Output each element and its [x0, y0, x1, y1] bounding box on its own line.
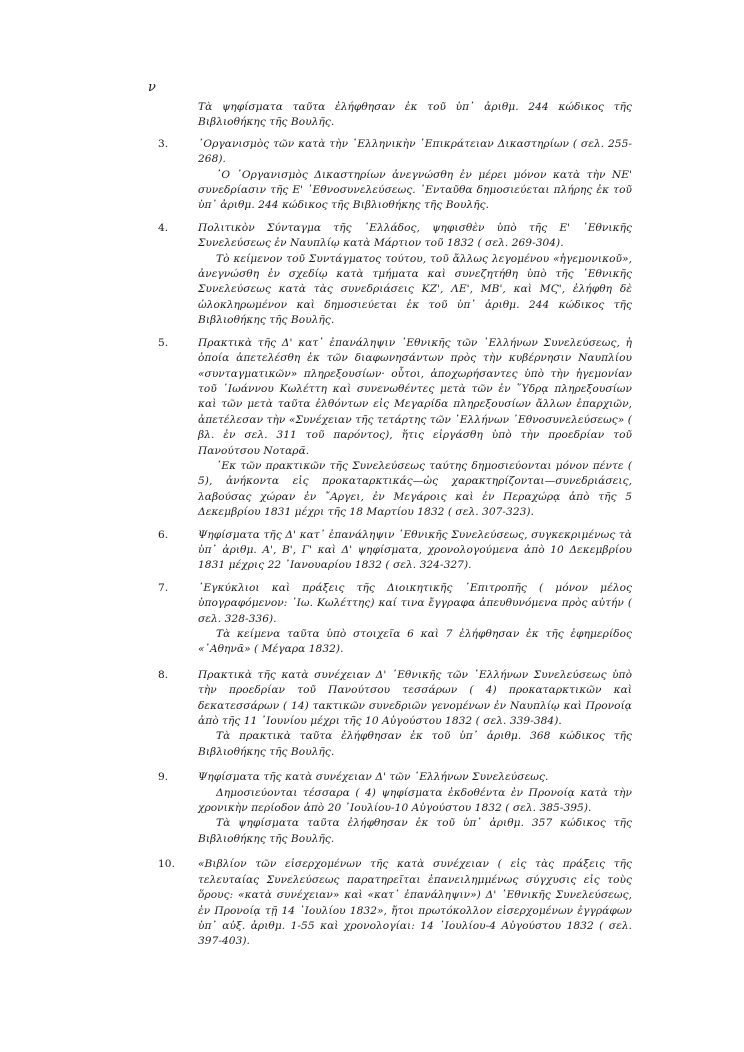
- list-item: [158, 857, 632, 949]
- document-body: [158, 100, 632, 957]
- list-item: [158, 221, 632, 329]
- entry-number: 7.: [158, 581, 169, 594]
- list-item: [158, 336, 632, 521]
- entry-list: [158, 137, 632, 950]
- entry-number: 6.: [158, 528, 169, 541]
- entry-paragraph: Τὰ πρακτικὰ ταῦτα ἐλήφθησαν ἐκ τοῦ ὑπ᾿ ἀριθμ. 368 κώδικος τῆς Βιβλιοθήκης τῆς Βουλῆς.: [198, 730, 632, 758]
- entry-paragraph: Δημοσιεύονται τέσσαρα ( 4) ψηφίσματα ἐκδοθέντα ἐν Προνοίᾳ κατὰ τὴν χρονικὴν περίοδον ἀπὸ 20 ᾿Ιουλίου-10 Αὐγούστου 1832 ( σελ. 385-395).: [198, 786, 632, 815]
- entry-number: 4.: [158, 221, 169, 234]
- entry-paragraph: Πολιτικὸν Σύνταγμα τῆς ῾Ελλάδος, ψηφισθὲν ὑπὸ τῆς Ε' ᾿Εθνικῆς Συνελεύσεως ἐν Ναυπλίῳ κατὰ Μάρτιον τοῦ 1832 ( σελ. 269-304).: [198, 221, 632, 250]
- list-item: [158, 770, 632, 847]
- entry-paragraph: ᾿Εγκύκλιοι καὶ πράξεις τῆς Διοικητικῆς ᾿Επιτροπῆς ( μόνον μέλος ὑπογραφόμενον: ᾿Ιω. Κωλέττης) καί τινα ἔγγραφα ἀπευθυνόμενα πρὸς αὐτήν ( σελ. 328-336).: [198, 581, 632, 625]
- list-item: [158, 528, 632, 574]
- entry-number: 9.: [158, 771, 169, 784]
- entry-paragraph: Πρακτικὰ τῆς κατὰ συνέχειαν Δ' ᾿Εθνικῆς τῶν ῾Ελλήνων Συνελεύσεως ὑπὸ τὴν προεδρίαν τοῦ Πανούτσου τεσσάρων ( 4) προκαταρκτικῶν καὶ δεκατεσσάρων ( 14) τακτικῶν συνεδριῶν γενομένων ἐν Ναυπλίῳ καὶ Προνοίᾳ ἀπὸ τῆς 11 ᾿Ιουνίου μέχρι τῆς 10 Αὐγούστου 1832 ( σελ. 339-384).: [198, 668, 632, 728]
- entry-paragraph: Τὰ ψηφίσματα ταῦτα ἐλήφθησαν ἐκ τοῦ ὑπ᾿ ἀριθμ. 357 κώδικος τῆς Βιβλιοθήκης τῆς Βουλῆς.: [198, 817, 632, 845]
- list-item: [158, 581, 632, 658]
- entry-paragraph: ᾿Ο ᾿Οργανισμὸς Δικαστηρίων ἀνεγνώσθη ἐν μέρει μόνον κατὰ τὴν ΝΕ' συνεδρίασιν τῆς Ε' ᾿Εθνοσυνελεύσεως. ᾿Ενταῦθα δημοσιεύεται πλήρης ἐκ τοῦ ὑπ᾿ ἀριθμ. 244 κώδικος τῆς Βιβλιοθήκης τῆς Βουλῆς.: [198, 168, 632, 212]
- entry-paragraph: Τὰ κείμενα ταῦτα ὑπὸ στοιχεῖα 6 καὶ 7 ἐλήφθησαν ἐκ τῆς ἐφημερίδος «᾿Αθηνᾶ» ( Μέγαρα 1832).: [198, 628, 632, 656]
- entry-paragraph: ᾿Οργανισμὸς τῶν κατὰ τὴν ῾Ελληνικὴν ᾿Επικράτειαν Δικαστηρίων ( σελ. 255-268).: [198, 137, 632, 166]
- entry-paragraph: Ψηφίσματα τῆς κατὰ συνέχειαν Δ' τῶν ῾Ελλήνων Συνελεύσεως.: [198, 771, 549, 784]
- list-item: [158, 137, 632, 214]
- entry-paragraph: Τὸ κείμενον τοῦ Συντάγματος τούτου, τοῦ ἄλλως λεγομένου «ἡγεμονικοῦ», ἀνεγνώσθη ἐν σχεδίῳ κατὰ τμήματα καὶ συνεζητήθη ὑπὸ τῆς ᾿Εθνικῆς Συνελεύσεως κατὰ τὰς συνεδριάσεις ΚΖ', ΛΕ', ΜΒ', καὶ ΜϚ', ἐλήφθη δὲ ὡλοκληρωμένον καὶ δημοσιεύεται ἐκ τοῦ ὑπ᾿ ἀριθμ. 244 κώδικος τῆς Βιβλιοθήκης τῆς Βουλῆς.: [198, 252, 632, 327]
- entry-paragraph: Ψηφίσματα τῆς Δ' κατ᾿ ἐπανάληψιν ᾿Εθνικῆς Συνελεύσεως, συγκεκριμένως τὰ ὑπ᾿ ἀριθμ. Α', Β', Γ' καὶ Δ' ψηφίσματα, χρονολογούμενα ἀπὸ 10 Δεκεμβρίου 1831 μέχρις 22 ᾿Ιανουαρίου 1832 ( σελ. 324-327).: [198, 528, 632, 572]
- list-item: [158, 668, 632, 760]
- intro-paragraph: Τὰ ψηφίσματα ταῦτα ἐλήφθησαν ἐκ τοῦ ὑπ᾿ ἀριθμ. 244 κώδικος τῆς Βιβλιοθήκης τῆς Βουλῆς.: [198, 101, 632, 129]
- entry-number: 8.: [158, 668, 169, 681]
- entry-number: 5.: [158, 336, 169, 349]
- entry-paragraph: «Βιβλίον τῶν εἰσερχομένων τῆς κατὰ συνέχειαν ( εἰς τὰς πράξεις τῆς τελευταίας Συνελεύσεως παρατηρεῖται ἐπανειλημμένως σύγχυσις εἰς τοὺς ὅρους: «κατὰ συνέχειαν» καὶ «κατ᾿ ἐπανάληψιν») Δ' ᾿Εθνικῆς Συνελεύσεως, ἐν Προνοίᾳ τῇ 14 ᾿Ιουλίου 1832», ἤτοι πρωτόκολλον εἰσερχομένων ἐγγράφων ὑπ᾿ αὐξ. ἀριθμ. 1-55 καὶ χρονολογίαι: 14 ᾿Ιουλίου-4 Αὐγούστου 1832 ( σελ. 397-403).: [198, 858, 632, 948]
- entry-number: 10.: [158, 858, 175, 871]
- entry-number: 3.: [158, 137, 169, 150]
- entry-paragraph: ᾿Εκ τῶν πρακτικῶν τῆς Συνελεύσεως ταύτης δημοσιεύονται μόνον πέντε ( 5), ἀνήκοντα εἰς προκαταρκτικάς—ὡς χαρακτηρίζονται—συνεδριάσεις, λαβούσας χώραν ἐν ῎Αργει, ἐν Μεγάροις καὶ ἐν Περαχώρᾳ ἀπὸ τῆς 5 Δεκεμβρίου 1831 μέχρι τῆς 18 Μαρτίου 1832 ( σελ. 307-323).: [198, 459, 632, 519]
- entry-paragraph: Πρακτικὰ τῆς Δ' κατ᾿ ἐπανάληψιν ᾿Εθνικῆς τῶν ῾Ελλήνων Συνελεύσεως, ἡ ὁποία ἀπετελέσθη ἐκ τῶν διαφωνησάντων πρὸς τὴν κυβέρνησιν Ναυπλίου «συνταγματικῶν» πληρεξουσίων· οὗτοι, ἀποχωρήσαντες ὑπὸ τὴν ἡγεμονίαν τοῦ ᾿Ιωάννου Κωλέττη καὶ συνενωθέντες μετὰ τῶν ἐν ῞Υδρᾳ πληρεξουσίων καὶ τῶν μετὰ ταῦτα ἐλθόντων εἰς Μεγαρίδα πληρεξουσίων ἄλλων ἐπαρχιῶν, ἀπετέλεσαν τὴν «Συνέχειαν τῆς τετάρτης τῶν ῾Ελλήνων ᾿Εθνοσυνελεύσεως» ( βλ. ἐν σελ. 311 τοῦ παρόντος), ἥτις εἰργάσθη ὑπὸ τὴν προεδρίαν τοῦ Πανούτσου Νοταρᾶ.: [198, 336, 632, 457]
- page-mark: ν: [148, 80, 156, 95]
